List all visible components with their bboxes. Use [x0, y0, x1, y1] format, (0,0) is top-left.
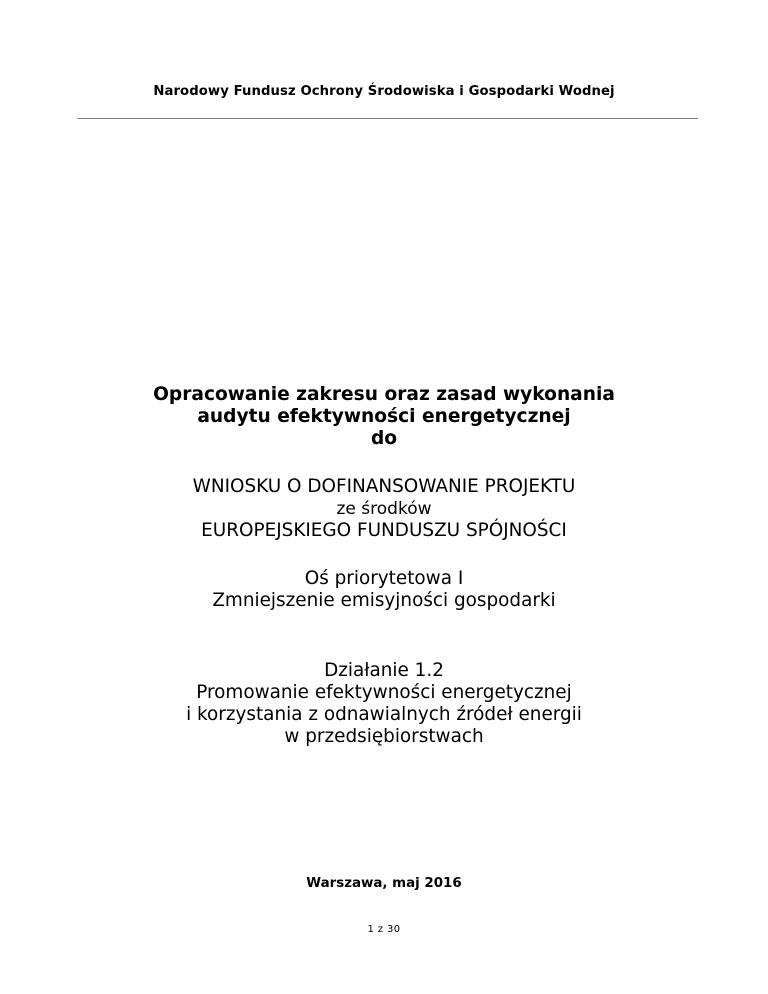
title-line-1: Opracowanie zakresu oraz zasad wykonania [153, 384, 615, 405]
measure-line-3: i korzystania z odnawialnych źródeł energii [186, 704, 582, 725]
measure-line-4: w przedsiębiorstwach [284, 726, 484, 747]
application-block [0, 476, 768, 542]
title-line-3: do [370, 428, 398, 449]
place-and-date: Warszawa, maj 2016 [306, 876, 462, 891]
application-line-1: WNIOSKU O DOFINANSOWANIE PROJEKTU [192, 476, 576, 497]
title-line-2: audytu efektywności energetycznej [197, 406, 571, 427]
priority-axis-line-2: Zmniejszenie emisyjności gospodarki [212, 590, 556, 611]
institution-header: Narodowy Fundusz Ochrony Środowiska i Gospodarki Wodnej [153, 84, 615, 99]
priority-axis-block [0, 568, 768, 612]
application-line-3: EUROPEJSKIEGO FUNDUSZU SPÓJNOŚCI [201, 520, 567, 541]
document-title [0, 384, 768, 450]
measure-line-1: Działanie 1.2 [324, 660, 444, 681]
measure-line-2: Promowanie efektywności energetycznej [196, 682, 572, 703]
header-divider [77, 118, 698, 119]
page-number: 1 z 30 [367, 924, 401, 935]
measure-block [0, 660, 768, 748]
priority-axis-line-1: Oś priorytetowa I [304, 568, 464, 589]
application-line-2: ze środków [336, 499, 432, 519]
